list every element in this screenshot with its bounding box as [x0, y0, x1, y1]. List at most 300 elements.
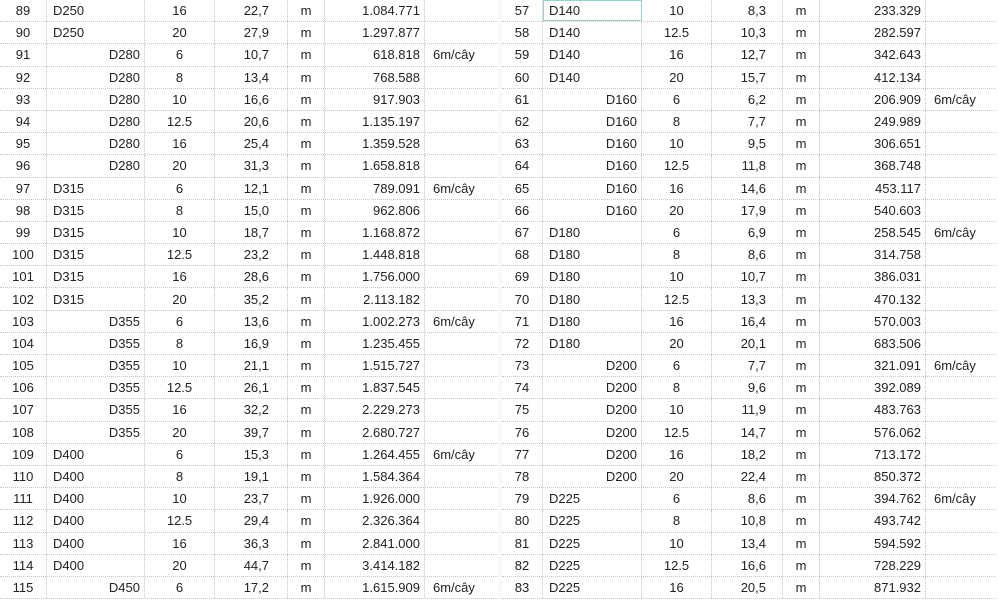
- cell-unit: m: [288, 377, 325, 398]
- cell-std: 6: [145, 44, 215, 65]
- table-row: [0, 399, 498, 421]
- table-row: [0, 0, 498, 22]
- cell-note: [425, 222, 498, 243]
- cell-note: 6m/cây: [433, 180, 475, 196]
- cell-std: 8: [145, 333, 215, 354]
- cell-price: 962.806: [325, 200, 425, 221]
- cell-price: 713.172: [820, 444, 926, 465]
- cell-no: 96: [0, 155, 47, 176]
- cell-unit: m: [288, 555, 325, 576]
- cell-unit: m: [783, 111, 820, 132]
- cell-price: 249.989: [820, 111, 926, 132]
- cell-note: [425, 133, 498, 154]
- cell-no: 97: [0, 178, 47, 199]
- cell-unit: m: [288, 200, 325, 221]
- cell-note: [926, 377, 996, 398]
- cell-kg: 17,9: [712, 200, 783, 221]
- cell-no: 89: [0, 0, 47, 21]
- table-row: [0, 44, 498, 66]
- table-row: [502, 533, 996, 555]
- cell-kg: 10,7: [712, 266, 783, 287]
- cell-std: 16: [145, 399, 215, 420]
- cell-price: 2.229.273: [325, 399, 425, 420]
- cell-std: 12.5: [642, 288, 712, 309]
- cell-unit: m: [783, 133, 820, 154]
- cell-no: 102: [0, 288, 47, 309]
- cell-unit: m: [783, 355, 820, 376]
- cell-price: 2.680.727: [325, 422, 425, 443]
- cell-price: 412.134: [820, 67, 926, 88]
- table-row: [502, 399, 996, 421]
- cell-unit: m: [783, 311, 820, 332]
- cell-note: [425, 555, 498, 576]
- cell-price: 1.168.872: [325, 222, 425, 243]
- cell-unit: m: [288, 0, 325, 21]
- cell-price: 342.643: [820, 44, 926, 65]
- cell-kg: 10,8: [712, 510, 783, 531]
- cell-kg: 15,3: [215, 444, 288, 465]
- cell-dn: D180: [543, 222, 642, 243]
- cell-price: 1.615.909: [325, 577, 425, 598]
- table-row: [502, 111, 996, 133]
- cell-dn: D225: [543, 488, 642, 509]
- cell-no: 114: [0, 555, 47, 576]
- cell-dn: D200: [543, 377, 642, 398]
- cell-std: 20: [642, 333, 712, 354]
- cell-price: 728.229: [820, 555, 926, 576]
- cell-note: [425, 377, 498, 398]
- cell-unit: m: [288, 510, 325, 531]
- cell-price: 394.762: [820, 488, 926, 509]
- cell-unit: m: [288, 222, 325, 243]
- cell-no: 115: [0, 577, 47, 598]
- cell-no: 106: [0, 377, 47, 398]
- cell-price: 453.117: [820, 178, 926, 199]
- cell-std: 10: [642, 133, 712, 154]
- table-row: [0, 510, 498, 532]
- cell-kg: 20,1: [712, 333, 783, 354]
- cell-note: [926, 44, 996, 65]
- cell-no: 111: [0, 488, 47, 509]
- cell-kg: 6,2: [712, 89, 783, 110]
- cell-no: 104: [0, 333, 47, 354]
- cell-no: 75: [502, 399, 543, 420]
- cell-price: 1.264.455: [325, 444, 425, 465]
- cell-unit: m: [288, 266, 325, 287]
- table-row: [0, 311, 498, 333]
- cell-dn: D355: [47, 333, 145, 354]
- cell-price: 1.297.877: [325, 22, 425, 43]
- cell-price: 1.135.197: [325, 111, 425, 132]
- cell-unit: m: [783, 444, 820, 465]
- cell-unit: m: [288, 399, 325, 420]
- cell-kg: 14,6: [712, 178, 783, 199]
- cell-price: 768.588: [325, 67, 425, 88]
- cell-kg: 21,1: [215, 355, 288, 376]
- cell-kg: 39,7: [215, 422, 288, 443]
- cell-std: 12.5: [642, 22, 712, 43]
- cell-unit: m: [288, 466, 325, 487]
- table-row: [0, 555, 498, 577]
- cell-std: 16: [145, 133, 215, 154]
- cell-std: 12.5: [145, 510, 215, 531]
- table-row: [0, 355, 498, 377]
- cell-std: 16: [642, 178, 712, 199]
- cell-dn: D200: [543, 399, 642, 420]
- cell-std: 10: [145, 488, 215, 509]
- cell-unit: m: [783, 577, 820, 598]
- cell-std: 16: [642, 577, 712, 598]
- cell-std: 12.5: [642, 155, 712, 176]
- cell-unit: m: [783, 266, 820, 287]
- cell-dn: D315: [47, 288, 145, 309]
- cell-dn: D180: [543, 244, 642, 265]
- cell-unit: m: [288, 89, 325, 110]
- cell-no: 107: [0, 399, 47, 420]
- cell-std: 20: [145, 155, 215, 176]
- cell-note: [926, 178, 996, 199]
- cell-std: 12.5: [642, 555, 712, 576]
- cell-price: 386.031: [820, 266, 926, 287]
- cell-note: 6m/cây: [433, 446, 475, 462]
- cell-no: 81: [502, 533, 543, 554]
- cell-kg: 44,7: [215, 555, 288, 576]
- cell-price: 2.326.364: [325, 510, 425, 531]
- cell-kg: 17,2: [215, 577, 288, 598]
- cell-kg: 27,9: [215, 22, 288, 43]
- cell-no: 80: [502, 510, 543, 531]
- cell-note: [926, 555, 996, 576]
- cell-kg: 7,7: [712, 355, 783, 376]
- cell-dn: D355: [47, 377, 145, 398]
- table-row: [0, 67, 498, 89]
- cell-price: 2.841.000: [325, 533, 425, 554]
- cell-kg: 9,5: [712, 133, 783, 154]
- cell-kg: 20,5: [712, 577, 783, 598]
- cell-note: [425, 22, 498, 43]
- cell-no: 69: [502, 266, 543, 287]
- cell-std: 10: [642, 533, 712, 554]
- table-row: [502, 44, 996, 66]
- table-row: [502, 510, 996, 532]
- cell-no: 103: [0, 311, 47, 332]
- cell-dn: D225: [543, 533, 642, 554]
- cell-no: 66: [502, 200, 543, 221]
- table-row: [0, 89, 498, 111]
- cell-dn: D180: [543, 288, 642, 309]
- cell-kg: 22,4: [712, 466, 783, 487]
- cell-no: 78: [502, 466, 543, 487]
- table-row: [502, 200, 996, 222]
- cell-std: 12.5: [642, 422, 712, 443]
- cell-no: 57: [502, 0, 543, 21]
- cell-kg: 10,7: [215, 44, 288, 65]
- cell-no: 91: [0, 44, 47, 65]
- cell-unit: m: [783, 466, 820, 487]
- table-row: [0, 577, 498, 599]
- cell-note: [926, 333, 996, 354]
- cell-price: 1.658.818: [325, 155, 425, 176]
- table-row: [502, 422, 996, 444]
- cell-price: 483.763: [820, 399, 926, 420]
- cell-note: [926, 444, 996, 465]
- cell-std: 16: [145, 0, 215, 21]
- cell-no: 99: [0, 222, 47, 243]
- cell-std: 8: [145, 67, 215, 88]
- cell-dn: D160: [543, 200, 642, 221]
- cell-note: [425, 0, 498, 21]
- cell-std: 10: [642, 0, 712, 21]
- cell-dn: D160: [543, 111, 642, 132]
- table-row: [502, 311, 996, 333]
- cell-unit: m: [783, 22, 820, 43]
- cell-dn: D160: [543, 133, 642, 154]
- cell-note: [425, 355, 498, 376]
- cell-dn: D280: [47, 89, 145, 110]
- table-row: [502, 133, 996, 155]
- cell-price: 493.742: [820, 510, 926, 531]
- cell-no: 79: [502, 488, 543, 509]
- cell-std: 10: [642, 399, 712, 420]
- cell-note: [425, 111, 498, 132]
- table-row: [502, 577, 996, 599]
- cell-note: [425, 200, 498, 221]
- cell-dn: D400: [47, 555, 145, 576]
- cell-no: 60: [502, 67, 543, 88]
- cell-no: 77: [502, 444, 543, 465]
- cell-std: 20: [642, 466, 712, 487]
- cell-unit: m: [288, 288, 325, 309]
- table-row: [0, 422, 498, 444]
- cell-unit: m: [783, 155, 820, 176]
- cell-dn: D280: [47, 133, 145, 154]
- cell-price: 206.909: [820, 89, 926, 110]
- cell-unit: m: [783, 399, 820, 420]
- cell-price: 3.414.182: [325, 555, 425, 576]
- cell-kg: 22,7: [215, 0, 288, 21]
- table-row: [502, 355, 996, 377]
- cell-price: 314.758: [820, 244, 926, 265]
- cell-dn: D160: [543, 178, 642, 199]
- table-row: [502, 555, 996, 577]
- cell-note: [926, 399, 996, 420]
- cell-dn: D160: [543, 89, 642, 110]
- cell-price: 1.584.364: [325, 466, 425, 487]
- table-row: [0, 288, 498, 310]
- cell-note: [425, 266, 498, 287]
- cell-no: 94: [0, 111, 47, 132]
- cell-price: 683.506: [820, 333, 926, 354]
- cell-dn: D225: [543, 555, 642, 576]
- cell-no: 112: [0, 510, 47, 531]
- cell-dn: D200: [543, 422, 642, 443]
- cell-no: 90: [0, 22, 47, 43]
- cell-note: [926, 155, 996, 176]
- cell-dn: D355: [47, 311, 145, 332]
- cell-unit: m: [288, 444, 325, 465]
- cell-std: 20: [642, 200, 712, 221]
- cell-unit: m: [783, 510, 820, 531]
- cell-kg: 8,6: [712, 244, 783, 265]
- cell-price: 1.756.000: [325, 266, 425, 287]
- cell-no: 71: [502, 311, 543, 332]
- cell-no: 92: [0, 67, 47, 88]
- cell-note: [926, 311, 996, 332]
- right-price-table: [502, 0, 996, 599]
- cell-note: [425, 333, 498, 354]
- cell-dn: D140: [543, 44, 642, 65]
- cell-note: 6m/cây: [433, 47, 475, 63]
- table-row: [0, 133, 498, 155]
- cell-unit: m: [288, 244, 325, 265]
- cell-note: [926, 422, 996, 443]
- cell-kg: 8,6: [712, 488, 783, 509]
- cell-price: 594.592: [820, 533, 926, 554]
- table-row: [0, 244, 498, 266]
- cell-kg: 13,3: [712, 288, 783, 309]
- cell-kg: 18,7: [215, 222, 288, 243]
- cell-note: [425, 466, 498, 487]
- cell-note: [926, 244, 996, 265]
- table-row: [0, 377, 498, 399]
- cell-note: [425, 533, 498, 554]
- cell-dn: D225: [543, 577, 642, 598]
- cell-unit: m: [288, 178, 325, 199]
- table-row: [0, 266, 498, 288]
- cell-std: 12.5: [145, 244, 215, 265]
- cell-no: 74: [502, 377, 543, 398]
- cell-price: 2.113.182: [325, 288, 425, 309]
- left-price-table: [0, 0, 498, 599]
- cell-kg: 6,9: [712, 222, 783, 243]
- cell-kg: 20,6: [215, 111, 288, 132]
- cell-kg: 28,6: [215, 266, 288, 287]
- cell-kg: 7,7: [712, 111, 783, 132]
- cell-no: 64: [502, 155, 543, 176]
- cell-unit: m: [783, 422, 820, 443]
- cell-dn: D400: [47, 466, 145, 487]
- cell-dn: D160: [543, 155, 642, 176]
- table-row: [502, 377, 996, 399]
- cell-kg: 13,4: [215, 67, 288, 88]
- table-row: [0, 22, 498, 44]
- cell-std: 16: [642, 311, 712, 332]
- cell-no: 100: [0, 244, 47, 265]
- cell-note: 6m/cây: [934, 358, 976, 374]
- cell-unit: m: [288, 311, 325, 332]
- table-row: [0, 155, 498, 177]
- table-row: [502, 89, 996, 111]
- table-row: [502, 466, 996, 488]
- cell-std: 16: [145, 266, 215, 287]
- table-row: [0, 222, 498, 244]
- cell-no: 63: [502, 133, 543, 154]
- cell-kg: 14,7: [712, 422, 783, 443]
- cell-note: [425, 67, 498, 88]
- cell-kg: 31,3: [215, 155, 288, 176]
- cell-no: 101: [0, 266, 47, 287]
- cell-no: 105: [0, 355, 47, 376]
- cell-note: [425, 422, 498, 443]
- table-row: [502, 0, 996, 22]
- table-row: [0, 444, 498, 466]
- cell-unit: m: [783, 488, 820, 509]
- cell-price: 871.932: [820, 577, 926, 598]
- cell-no: 62: [502, 111, 543, 132]
- cell-note: [425, 399, 498, 420]
- table-row: [0, 333, 498, 355]
- cell-dn: D400: [47, 444, 145, 465]
- cell-price: 392.089: [820, 377, 926, 398]
- cell-unit: m: [288, 155, 325, 176]
- cell-dn: D200: [543, 355, 642, 376]
- table-row: [0, 200, 498, 222]
- cell-dn: D225: [543, 510, 642, 531]
- cell-note: [425, 488, 498, 509]
- cell-kg: 13,6: [215, 311, 288, 332]
- cell-note: [425, 288, 498, 309]
- cell-price: 233.329: [820, 0, 926, 21]
- cell-kg: 36,3: [215, 533, 288, 554]
- cell-unit: m: [288, 44, 325, 65]
- cell-price: 368.748: [820, 155, 926, 176]
- cell-unit: m: [288, 22, 325, 43]
- cell-note: [926, 288, 996, 309]
- cell-std: 6: [145, 311, 215, 332]
- cell-unit: m: [288, 333, 325, 354]
- cell-dn: D315: [47, 178, 145, 199]
- cell-price: 282.597: [820, 22, 926, 43]
- cell-note: [926, 133, 996, 154]
- cell-price: 850.372: [820, 466, 926, 487]
- cell-std: 16: [145, 533, 215, 554]
- cell-unit: m: [288, 67, 325, 88]
- cell-dn: D355: [47, 399, 145, 420]
- cell-no: 110: [0, 466, 47, 487]
- table-row: [0, 178, 498, 200]
- cell-dn: D315: [47, 222, 145, 243]
- cell-dn: D315: [47, 200, 145, 221]
- cell-dn: D140: [543, 67, 642, 88]
- cell-kg: 23,7: [215, 488, 288, 509]
- cell-no: 59: [502, 44, 543, 65]
- cell-std: 20: [145, 288, 215, 309]
- cell-no: 108: [0, 422, 47, 443]
- cell-price: 540.603: [820, 200, 926, 221]
- cell-no: 93: [0, 89, 47, 110]
- cell-std: 20: [145, 422, 215, 443]
- cell-dn: D355: [47, 422, 145, 443]
- cell-kg: 35,2: [215, 288, 288, 309]
- cell-unit: m: [783, 222, 820, 243]
- cell-unit: m: [288, 533, 325, 554]
- table-row: [502, 155, 996, 177]
- cell-kg: 16,6: [712, 555, 783, 576]
- cell-kg: 11,9: [712, 399, 783, 420]
- cell-price: 321.091: [820, 355, 926, 376]
- table-row: [502, 288, 996, 310]
- cell-dn: D200: [543, 466, 642, 487]
- cell-note: 6m/cây: [934, 224, 976, 240]
- cell-price: 306.651: [820, 133, 926, 154]
- cell-unit: m: [288, 111, 325, 132]
- cell-dn: D200: [543, 444, 642, 465]
- table-row: [502, 333, 996, 355]
- cell-kg: 18,2: [712, 444, 783, 465]
- cell-note: 6m/cây: [433, 579, 475, 595]
- cell-std: 10: [145, 355, 215, 376]
- table-row: [502, 22, 996, 44]
